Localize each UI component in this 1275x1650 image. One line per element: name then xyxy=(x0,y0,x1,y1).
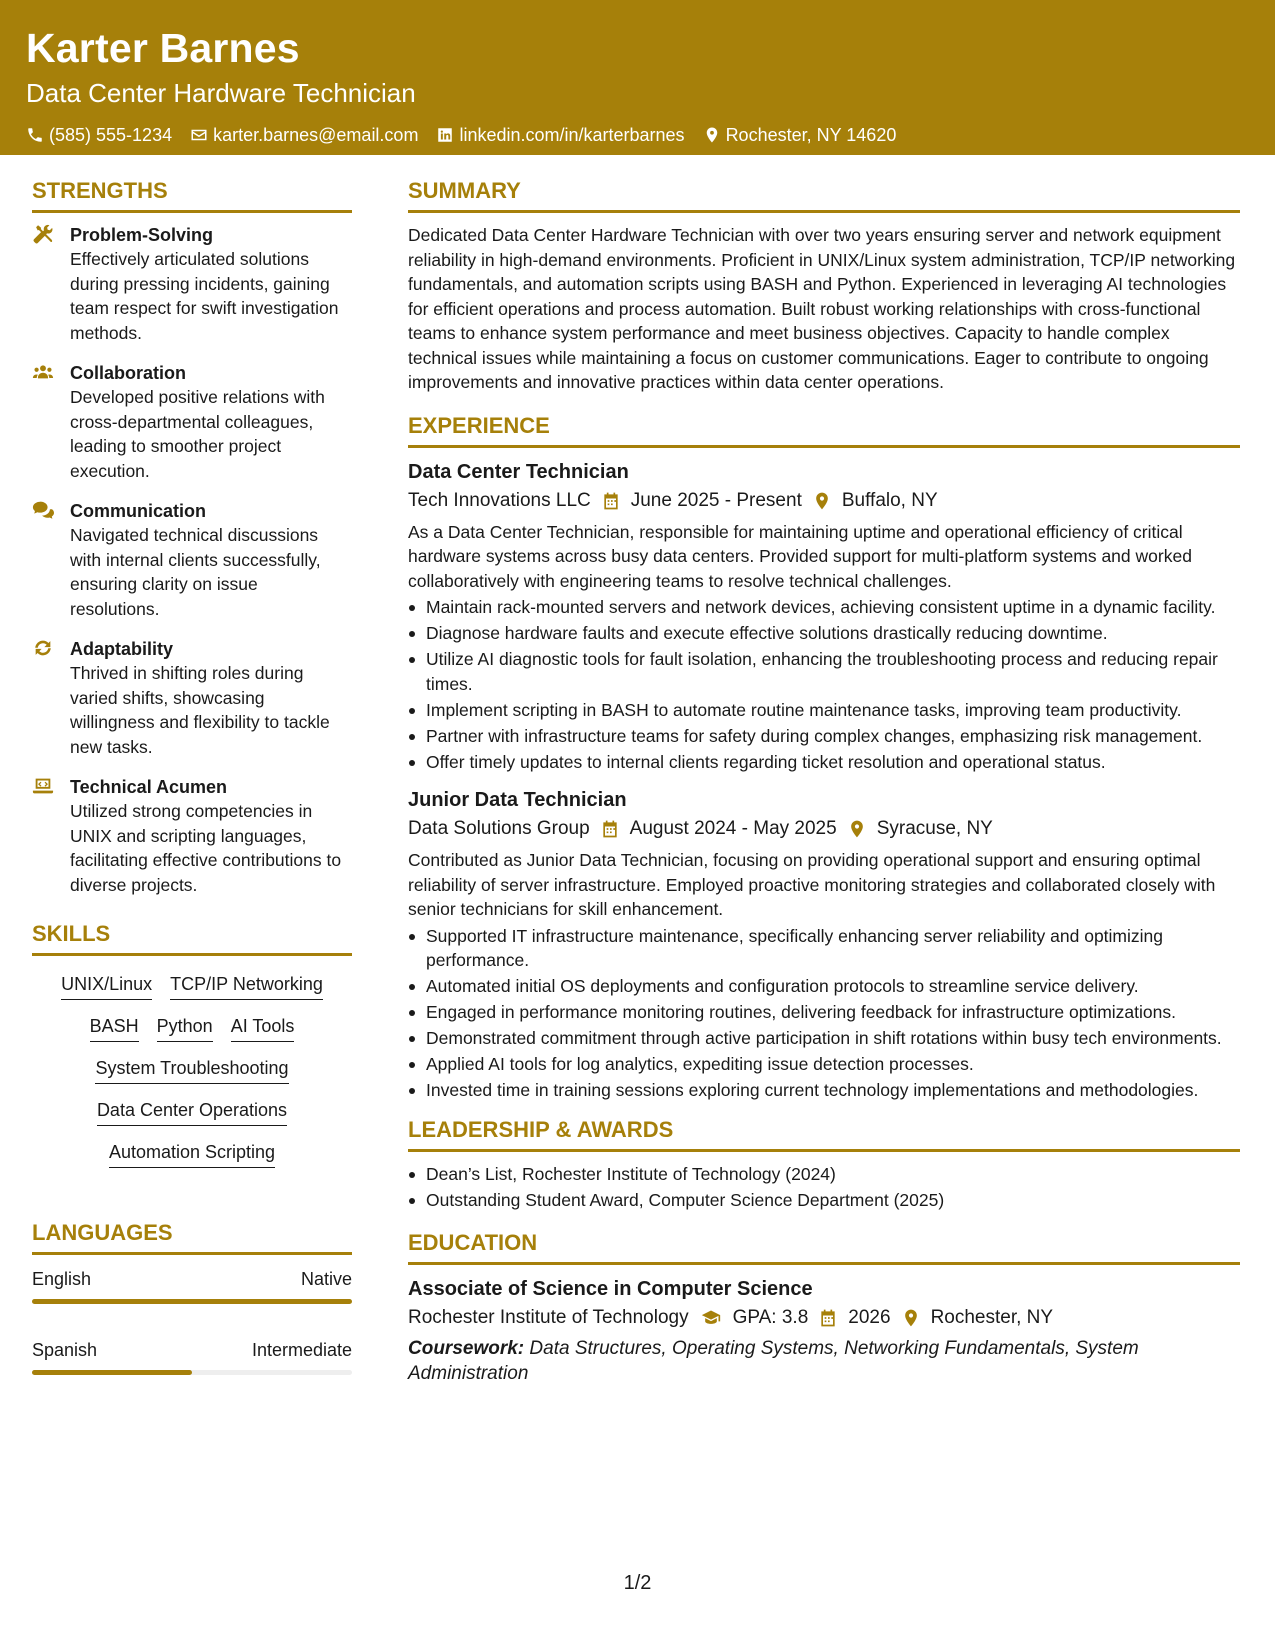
education-meta xyxy=(408,1303,1240,1333)
skill-tag: AI Tools xyxy=(231,1014,295,1042)
contact-location xyxy=(703,124,897,146)
awards-heading: LEADERSHIP & AWARDS xyxy=(408,1115,1240,1152)
skills-heading: SKILLS xyxy=(32,919,352,956)
strength-desc: Developed positive relations with cross-departmental colleagues, leading to smoother project execution. xyxy=(70,387,325,481)
resume-header xyxy=(0,0,1275,155)
candidate-title: Data Center Hardware Technician xyxy=(26,78,416,108)
job-location: Syracuse, NY xyxy=(876,818,993,839)
language-list xyxy=(32,1267,352,1375)
skills-list xyxy=(32,966,352,1168)
calendar-icon xyxy=(600,819,620,839)
strength-title: Problem-Solving xyxy=(70,225,214,245)
bullet-item: Maintain rack-mounted servers and network devices, achieving consistent uptime in a dynamic facility. xyxy=(408,595,1240,620)
strength-title: Communication xyxy=(70,501,207,521)
graduation-year: 2026 xyxy=(848,1307,891,1328)
contact-email[interactable] xyxy=(190,124,418,146)
phone-text: (585) 555-1234 xyxy=(49,125,173,145)
bullet-item: Utilize AI diagnostic tools for fault isolation, enhancing the troubleshooting process and reducing repair times. xyxy=(408,647,1240,696)
summary-text: Dedicated Data Center Hardware Technician with over two years ensuring server and network equipment reliability in high-demand environments. Proficient in UNIX/Linux system administration, TCP/IP networking fundamentals, and automation scripts using BASH and Python. Experienced in leveraging AI technologies for efficient operations and process automation. Built robust working relationships with cross-functional teams to enhance system performance and meet business objectives. Capacity to handle complex technical issues while maintaining a focus on customer communications. Eager to contribute to ongoing improvements and innovative practices within data center operations. xyxy=(408,225,1236,392)
skill-tag: Python xyxy=(157,1014,213,1042)
bullet-item: Diagnose hardware faults and execute effective solutions drastically reducing downtime. xyxy=(408,621,1240,646)
strength-title: Technical Acumen xyxy=(70,777,228,797)
strength-desc: Thrived in shifting roles during varied shifts, showcasing willingness and flexibility to tackle new tasks. xyxy=(70,663,330,757)
language-row xyxy=(32,1267,352,1291)
bullet-item: Partner with infrastructure teams for safety during complex changes, emphasizing risk management. xyxy=(408,724,1240,749)
degree-title: Associate of Science in Computer Science xyxy=(408,1278,813,1300)
job-meta xyxy=(408,814,1240,844)
language-proficiency-fill xyxy=(32,1299,352,1304)
language-name: English xyxy=(32,1269,92,1289)
job-bullets xyxy=(408,924,1240,1103)
skill-tag: System Troubleshooting xyxy=(95,1056,288,1084)
job-company: Tech Innovations LLC xyxy=(408,489,591,511)
job-entry xyxy=(408,786,1240,1103)
chat-bubbles-icon xyxy=(32,499,54,521)
job-bullets xyxy=(408,595,1240,774)
language-proficiency-fill xyxy=(32,1370,192,1375)
calendar-icon xyxy=(818,1308,838,1328)
sync-icon xyxy=(32,637,54,659)
strength-title: Collaboration xyxy=(70,363,186,383)
email-text[interactable]: karter.barnes@email.com xyxy=(213,125,419,145)
language-name: Spanish xyxy=(32,1340,98,1360)
coursework xyxy=(408,1337,1240,1386)
language-row xyxy=(32,1338,352,1362)
page-number: 1/2 xyxy=(623,1572,652,1594)
job-title: Data Center Technician xyxy=(408,460,629,483)
bullet-item: Implement scripting in BASH to automate routine maintenance tasks, improving team productivity. xyxy=(408,698,1240,723)
experience-heading: EXPERIENCE xyxy=(408,411,1240,448)
strength-desc: Effectively articulated solutions during pressing incidents, gaining team respect for swift investigation methods. xyxy=(70,249,339,343)
job-meta xyxy=(408,486,1240,516)
bullet-item: Engaged in performance monitoring routines, delivering feedback for infrastructure optimizations. xyxy=(408,1000,1240,1025)
calendar-icon xyxy=(601,491,621,511)
job-dates: June 2025 - Present xyxy=(630,489,802,511)
skill-tag: Automation Scripting xyxy=(109,1140,275,1168)
skill-tag: TCP/IP Networking xyxy=(170,972,323,1000)
right-column xyxy=(408,176,1240,1386)
bullet-item: Supported IT infrastructure maintenance, specifically enhancing server reliability and optimizing performance. xyxy=(408,924,1240,973)
job-description: As a Data Center Technician, responsible for maintaining uptime and operational efficiency of critical hardware systems across busy data centers. Provided support for multi-platform systems and worked collaboratively with engineering teams to resolve technical challenges. xyxy=(408,521,1192,591)
envelope-icon xyxy=(190,126,208,144)
bullet-item: Invested time in training sessions exploring current technology implementations and methodologies. xyxy=(408,1078,1240,1103)
job-location: Buffalo, NY xyxy=(841,489,938,511)
skill-tag: UNIX/Linux xyxy=(61,972,152,1000)
contact-linkedin[interactable] xyxy=(436,124,684,146)
candidate-name: Karter Barnes xyxy=(26,25,300,71)
coursework-label: Coursework: xyxy=(408,1338,525,1359)
coursework-list: Data Structures, Operating Systems, Networking Fundamentals, System Administration xyxy=(408,1338,1139,1384)
strength-item xyxy=(32,775,352,897)
education-heading: EDUCATION xyxy=(408,1228,1240,1265)
contact-bar xyxy=(26,124,1249,146)
strength-item xyxy=(32,361,352,483)
skill-tag: Data Center Operations xyxy=(97,1098,287,1126)
strength-title: Adaptability xyxy=(70,639,174,659)
school-location: Rochester, NY xyxy=(930,1307,1054,1328)
job-entry xyxy=(408,458,1240,775)
languages-heading: LANGUAGES xyxy=(32,1218,352,1255)
award-item: Outstanding Student Award, Computer Science Department (2025) xyxy=(408,1188,1240,1213)
strength-desc: Utilized strong competencies in UNIX and scripting languages, facilitating effective contributions to diverse projects. xyxy=(70,801,342,895)
strength-item xyxy=(32,637,352,759)
skill-tag: BASH xyxy=(90,1014,139,1042)
gpa: GPA: 3.8 xyxy=(732,1307,809,1328)
award-item: Dean’s List, Rochester Institute of Technology (2024) xyxy=(408,1162,1240,1187)
strengths-heading: STRENGTHS xyxy=(32,176,352,213)
location-pin-icon xyxy=(847,819,867,839)
location-pin-icon xyxy=(901,1308,921,1328)
linkedin-text[interactable]: linkedin.com/in/karterbarnes xyxy=(459,125,685,145)
language-level: Intermediate xyxy=(251,1340,352,1360)
contact-phone xyxy=(26,124,172,146)
language-proficiency-bar xyxy=(32,1370,352,1375)
awards-list xyxy=(408,1162,1240,1213)
laptop-code-icon xyxy=(32,775,54,797)
linkedin-icon xyxy=(436,126,454,144)
language-proficiency-bar xyxy=(32,1299,352,1304)
summary-heading: SUMMARY xyxy=(408,176,1240,213)
bullet-item: Demonstrated commitment through active participation in shift rotations within busy tech environments. xyxy=(408,1026,1240,1051)
users-icon xyxy=(32,361,54,383)
location-pin-icon xyxy=(703,126,721,144)
strength-desc: Navigated technical discussions with internal clients successfully, ensuring clarity on issue resolutions. xyxy=(70,525,321,619)
phone-icon xyxy=(26,126,44,144)
location-text: Rochester, NY 14620 xyxy=(725,125,897,145)
graduation-cap-icon xyxy=(699,1308,723,1328)
bullet-item: Automated initial OS deployments and configuration protocols to streamline service delivery. xyxy=(408,974,1240,999)
job-description: Contributed as Junior Data Technician, focusing on providing operational support and ensuring optimal reliability of server infrastructure. Employed proactive monitoring strategies and collaborated closely with senior technicians for skill enhancement. xyxy=(408,850,1216,919)
bullet-item: Applied AI tools for log analytics, expediting issue detection processes. xyxy=(408,1052,1240,1077)
strength-item xyxy=(32,499,352,621)
location-pin-icon xyxy=(812,491,832,511)
job-title: Junior Data Technician xyxy=(408,789,627,811)
bullet-item: Offer timely updates to internal clients regarding ticket resolution and operational status. xyxy=(408,750,1240,775)
tools-icon xyxy=(32,223,54,245)
language-level: Native xyxy=(300,1269,352,1289)
job-company: Data Solutions Group xyxy=(408,818,590,839)
job-dates: August 2024 - May 2025 xyxy=(629,818,837,839)
left-column xyxy=(32,176,352,1409)
school-name: Rochester Institute of Technology xyxy=(408,1307,689,1328)
strength-item xyxy=(32,223,352,345)
